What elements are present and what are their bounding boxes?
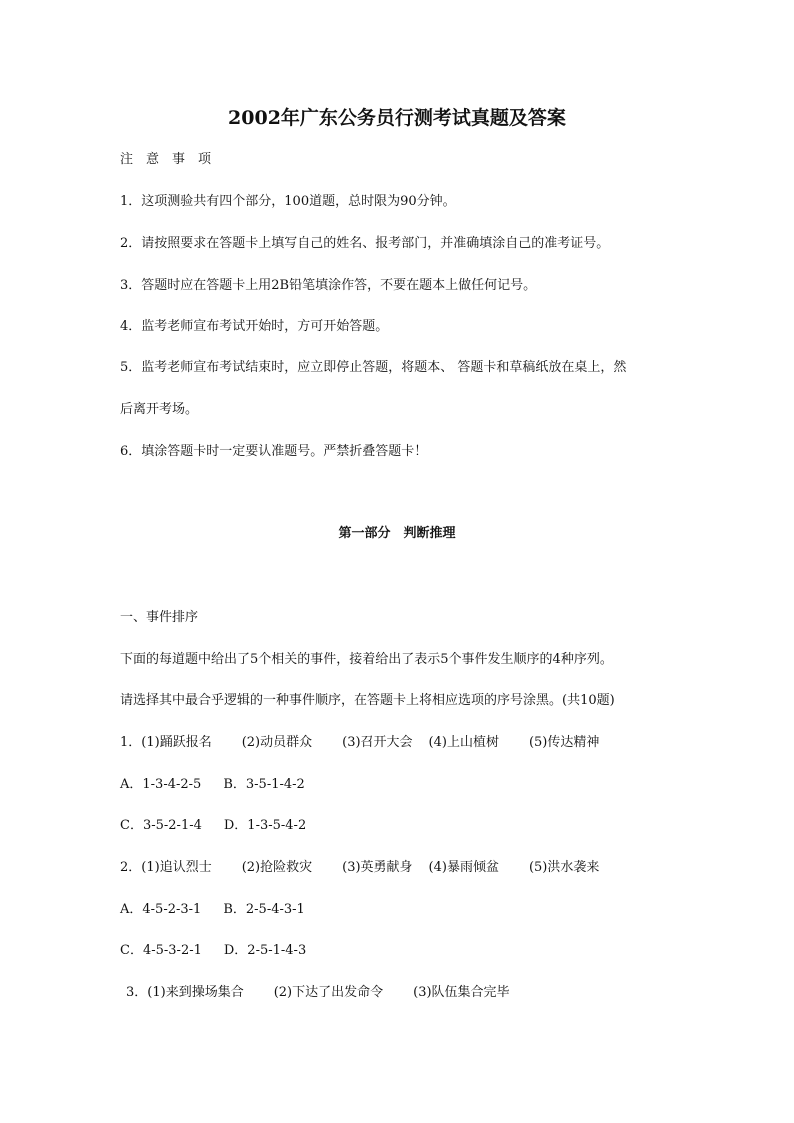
event-item: (1)来到操场集合 <box>147 985 244 1000</box>
question-2-options-row-2 <box>120 942 306 960</box>
notice-item-5: 5．监考老师宣布考试结束时，应立即停止答题，将题本、 答题卡和草稿纸放在桌上，然 <box>120 360 627 375</box>
question-number: 3． <box>126 985 148 1000</box>
answer-option: D．1-3-5-4-2 <box>223 818 307 833</box>
notice-item-5-continued: 后离开考场。 <box>120 402 199 417</box>
answer-option: D．2-5-1-4-3 <box>223 943 307 958</box>
event-item: (2)动员群众 <box>241 735 313 750</box>
question-number: 2． <box>120 860 142 875</box>
answer-option: C．4-5-3-2-1 <box>120 943 202 958</box>
event-item: (5)洪水袭来 <box>528 860 600 875</box>
event-item: (1)追认烈士 <box>141 860 212 875</box>
question-2 <box>120 859 599 877</box>
answer-option: B．2-5-4-3-1 <box>223 902 305 917</box>
instruction-line-2: 请选择其中最合乎逻辑的一种事件顺序，在答题卡上将相应选项的序号涂黑。(共10题) <box>120 693 615 708</box>
notice-item-4: 4．监考老师宣布考试开始时，方可开始答题。 <box>120 319 389 334</box>
question-1-options-row-2 <box>120 817 306 835</box>
event-item: (4)暴雨倾盆 <box>428 860 499 875</box>
event-item: (4)上山植树 <box>428 735 499 750</box>
event-item: (3)队伍集合完毕 <box>413 985 510 1000</box>
instruction-line-1: 下面的每道题中给出了5个相关的事件，接着给出了表示5个事件发生顺序的4种序列。 <box>120 652 613 667</box>
document-title: 2002年广东公务员行测考试真题及答案 <box>228 107 566 129</box>
event-item: (5)传达精神 <box>528 735 600 750</box>
answer-option: B．3-5-1-4-2 <box>223 777 305 792</box>
question-number: 1． <box>120 735 142 750</box>
event-item: (2)下达了出发命令 <box>273 985 384 1000</box>
notice-item-3: 3．答题时应在答题卡上用2B铅笔填涂作答，不要在题本上做任何记号。 <box>120 278 537 293</box>
event-item: (1)踊跃报名 <box>141 735 212 750</box>
notice-item-2: 2．请按照要求在答题卡上填写自己的姓名、报考部门，并准确填涂自己的准考证号。 <box>120 236 610 251</box>
event-item: (2)抢险救灾 <box>241 860 313 875</box>
question-3 <box>126 984 510 1002</box>
answer-option: C．3-5-2-1-4 <box>120 818 202 833</box>
answer-option: A．4-5-2-3-1 <box>120 902 202 917</box>
question-1 <box>120 734 599 752</box>
notice-item-1: 1．这项测验共有四个部分，100道题，总时限为90分钟。 <box>120 194 456 209</box>
question-1-options-row-1 <box>120 776 305 794</box>
section-title: 第一部分 判断推理 <box>338 526 456 541</box>
notice-heading: 注 意 事 项 <box>120 152 212 167</box>
question-2-options-row-1 <box>120 901 305 919</box>
subsection-title: 一、事件排序 <box>120 610 199 625</box>
notice-item-6: 6．填涂答题卡时一定要认准题号。严禁折叠答题卡！ <box>120 444 428 459</box>
event-item: (3)英勇献身 <box>342 860 413 875</box>
answer-option: A．1-3-4-2-5 <box>120 777 202 792</box>
event-item: (3)召开大会 <box>342 735 413 750</box>
